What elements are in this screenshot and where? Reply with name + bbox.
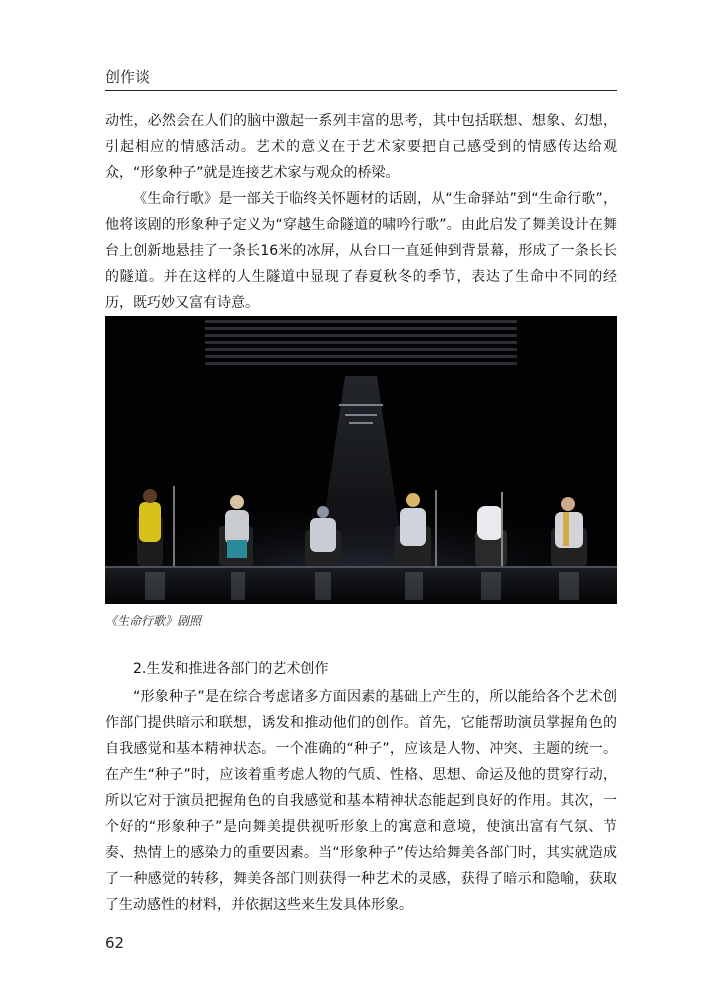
running-header bbox=[105, 64, 617, 91]
header-title: 创作谈 bbox=[105, 68, 151, 86]
body-paragraph-1: 动性，必然会在人们的脑中激起一系列丰富的思考，其中包括联想、想象、幻想，引起相应的情感活动。艺术的意义在于艺术家要把自己感受到的情感传达给观众，“形象种子”就是连接艺术家与观众的桥梁。 bbox=[105, 113, 617, 181]
stage-photo-illustration bbox=[105, 316, 617, 604]
figure-caption: 《生命行歌》剧照 bbox=[105, 614, 202, 628]
stage-photo bbox=[105, 316, 617, 604]
page-number: 62 bbox=[105, 934, 125, 952]
section-heading: 2.生发和推进各部门的艺术创作 bbox=[133, 661, 329, 677]
body-paragraph-2: 《生命行歌》是一部关于临终关怀题材的话剧，从“生命驿站”到“生命行歌”，他将该剧的形象种子定义为“穿越生命隧道的啸吟行歌”。由此启发了舞美设计在舞台上创新地悬挂了一条长16米的冰屏，从台口一直延伸到背景幕，形成了一条长长的隧道。并在这样的人生隧道中显现了春夏秋冬的季节，表达了生命中不同的经历，既巧妙又富有诗意。 bbox=[105, 191, 617, 311]
body-paragraph-3: “形象种子”是在综合考虑诸多方面因素的基础上产生的，所以能给各个艺术创作部门提供暗示和联想，诱发和推动他们的创作。首先，它能帮助演员掌握角色的自我感觉和基本精神状态。一个准确的“种子”，应该是人物、冲突、主题的统一。在产生“种子”时，应该着重考虑人物的气质、性格、思想、命运及他的贯穿行动，所以它对于演员把握角色的自我感觉和基本精神状态能起到良好的作用。其次，一个好的“形象种子”是向舞美提供视听形象上的寓意和意境，使演出富有气氛、节奏、热情上的感染力的重要因素。当“形象种子”传达给舞美各部门时，其实就造成了一种感觉的转移，舞美各部门则获得一种艺术的灵感，获得了暗示和隐喻，获取了生动感性的材料，并依据这些来生发具体形象。 bbox=[105, 689, 617, 913]
